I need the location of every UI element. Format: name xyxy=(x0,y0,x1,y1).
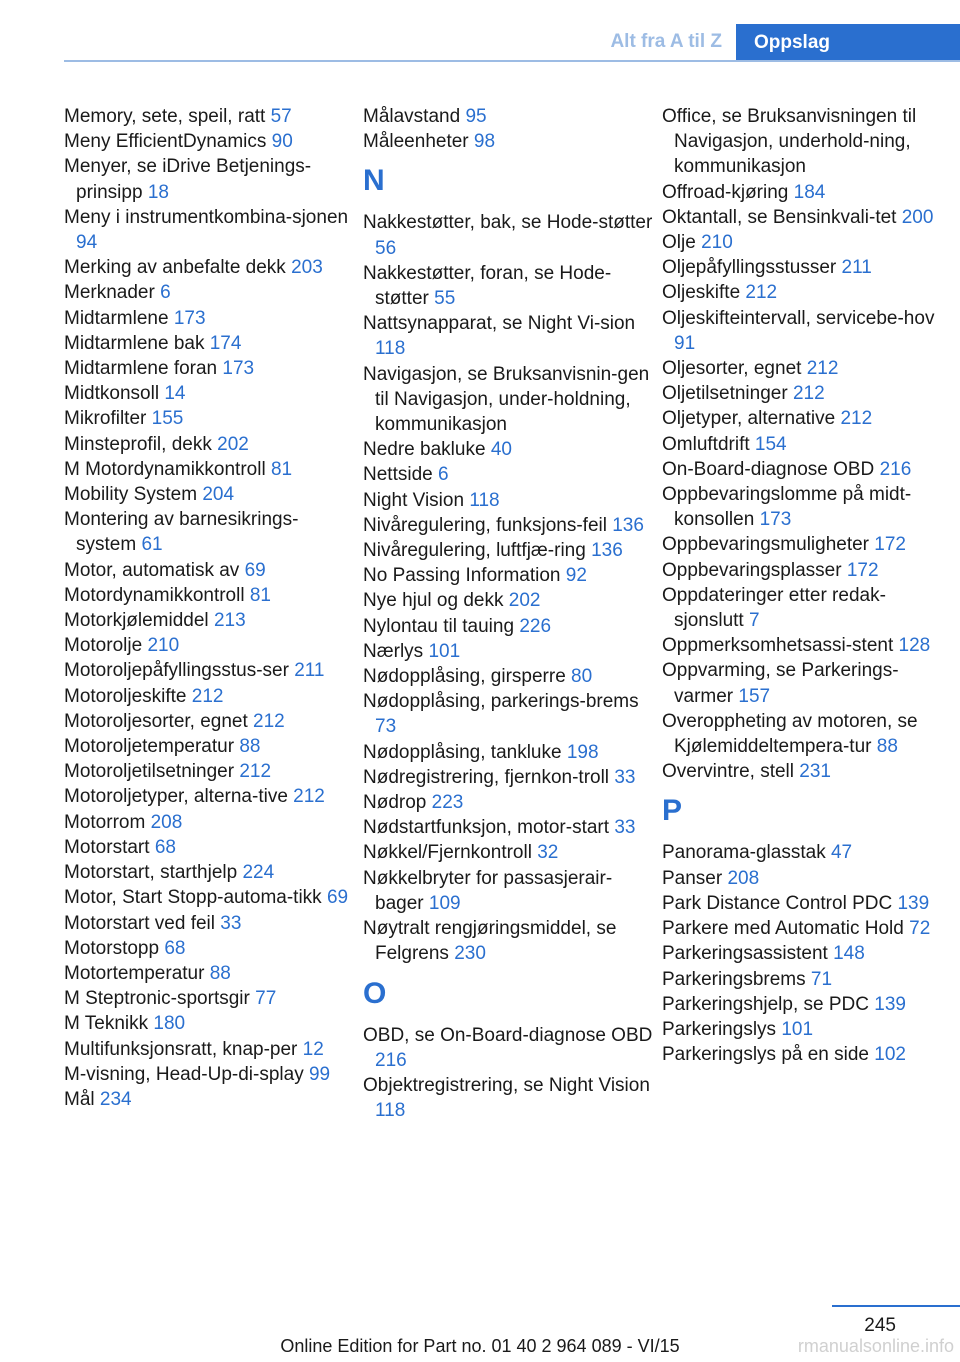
header-tab[interactable]: Oppslag xyxy=(736,24,960,62)
index-entry-text: Oljetyper, alternative xyxy=(662,408,836,430)
index-entry xyxy=(64,406,354,431)
index-entry-text: M Teknikk xyxy=(64,1013,149,1035)
page-reference-link[interactable]: 212 xyxy=(792,383,825,405)
index-entry-text: Oppbevaringsplasser xyxy=(662,559,842,581)
page-reference-link[interactable]: 68 xyxy=(164,937,186,959)
page-reference-link[interactable]: 109 xyxy=(428,892,461,914)
index-entry-text: Montering av barnesikrings-system xyxy=(64,509,299,556)
index-entry xyxy=(64,154,354,204)
index-entry xyxy=(64,457,354,482)
page-reference-link[interactable]: 223 xyxy=(431,792,464,814)
index-entry-text: Motor, automatisk av xyxy=(64,559,240,581)
index-entry-text: Oktantall, se Bensinkvali-tet xyxy=(662,206,897,228)
index-entry-text: Nødopplåsing, parkerings-brems xyxy=(363,691,639,713)
index-entry-text: Motoroljepåfyllingsstus-ser xyxy=(64,660,289,682)
page-reference-link[interactable]: 136 xyxy=(591,540,623,562)
index-entry-text: Parkeringshjelp, se PDC xyxy=(662,993,869,1015)
index-entry-text: M-visning, Head-Up-di-splay xyxy=(64,1063,304,1085)
page-reference-link[interactable]: 81 xyxy=(249,584,271,606)
index-entry xyxy=(64,911,354,936)
index-entry xyxy=(363,538,653,563)
index-entry xyxy=(662,532,952,557)
page-reference-link[interactable]: 180 xyxy=(153,1013,186,1035)
index-entry-text: Midtarmlene xyxy=(64,307,169,329)
page-reference-link[interactable]: 6 xyxy=(160,282,171,304)
page-reference-link[interactable]: 212 xyxy=(239,761,272,783)
page-reference-link[interactable]: 210 xyxy=(147,635,180,657)
index-entry-text: Parkeringslys på en side xyxy=(662,1044,869,1066)
page-reference-link[interactable]: 91 xyxy=(674,332,696,354)
page-reference-link[interactable]: 94 xyxy=(76,232,98,254)
page-number-rule xyxy=(832,1305,960,1307)
page-reference-link[interactable]: 18 xyxy=(147,181,169,203)
index-entry xyxy=(363,513,653,538)
index-entry-text: Motorstart xyxy=(64,836,150,858)
index-entry xyxy=(662,205,952,230)
index-entry-text: Menyer, se iDrive Betjenings-prinsipp xyxy=(64,156,312,203)
index-entry-text: Night Vision xyxy=(363,489,465,511)
index-entry-text: Oppvarming, se Parkerings-varmer xyxy=(662,660,899,707)
index-entry-text: Motorstart, starthjelp xyxy=(64,862,238,884)
index-entry-text: Oppbevaringsmuligheter xyxy=(662,534,870,556)
page-reference-link[interactable]: 212 xyxy=(840,408,873,430)
index-entry-text: Parkeringslys xyxy=(662,1018,777,1040)
page-reference-link[interactable]: 55 xyxy=(434,288,456,310)
page-reference-link[interactable]: 212 xyxy=(293,786,325,808)
page-reference-link[interactable]: 203 xyxy=(291,257,323,279)
index-entry-text: Navigasjon, se Bruksanvisnin-gen til Navigasjon, under-holdning, kommunikasjon xyxy=(363,363,650,436)
page-reference-link[interactable]: 212 xyxy=(253,710,285,732)
header-rule xyxy=(64,60,960,62)
index-entry xyxy=(662,180,952,205)
index-entry xyxy=(363,689,653,739)
index-entry-text: Panser xyxy=(662,867,723,889)
page-reference-link[interactable]: 12 xyxy=(302,1038,324,1060)
page-reference-link[interactable]: 224 xyxy=(242,862,275,884)
index-entry xyxy=(64,356,354,381)
page-reference-link[interactable]: 88 xyxy=(209,962,231,984)
index-entry xyxy=(363,815,653,840)
index-entry xyxy=(662,1017,952,1042)
index-entry xyxy=(662,406,952,431)
index-entry xyxy=(64,255,354,280)
index-entry xyxy=(363,261,653,311)
index-entry xyxy=(662,658,952,708)
index-column-2 xyxy=(363,104,653,1123)
page-reference-link[interactable]: 61 xyxy=(141,534,163,556)
index-entry xyxy=(64,759,354,784)
page-reference-link[interactable]: 173 xyxy=(173,307,206,329)
index-entry xyxy=(64,986,354,1011)
index-entry xyxy=(64,1087,354,1112)
page-reference-link[interactable]: 155 xyxy=(151,408,184,430)
page-reference-link[interactable]: 33 xyxy=(220,912,242,934)
index-entry xyxy=(64,684,354,709)
index-entry-text: Minsteprofil, dekk xyxy=(64,433,212,455)
index-entry-text: Midtkonsoll xyxy=(64,383,160,405)
page-reference-link[interactable]: 69 xyxy=(244,559,266,581)
page-reference-link[interactable]: 101 xyxy=(428,640,461,662)
page-reference-link[interactable]: 230 xyxy=(454,943,486,965)
index-entry xyxy=(64,558,354,583)
index-entry xyxy=(363,1023,653,1073)
index-entry xyxy=(363,916,653,966)
index-entry-text: Motorolje xyxy=(64,635,143,657)
index-entry xyxy=(64,507,354,557)
index-entry xyxy=(662,583,952,633)
index-entry-text: Oppbevaringslomme på midt-konsollen xyxy=(662,484,912,531)
index-entry xyxy=(64,280,354,305)
page-reference-link[interactable]: 47 xyxy=(830,842,853,864)
index-entry-text: Motoroljeskifte xyxy=(64,685,187,707)
page-reference-link[interactable]: 40 xyxy=(490,439,512,461)
index-entry-text: Olje xyxy=(662,232,696,254)
index-entry-text: Motorrom xyxy=(64,811,146,833)
page-reference-link[interactable]: 88 xyxy=(239,736,261,758)
index-entry-text: Nivåregulering, funksjons-feil xyxy=(363,514,607,536)
index-entry xyxy=(64,1062,354,1087)
index-entry-text: Nøkkelbryter for passasjerair-bager xyxy=(363,867,613,914)
page-reference-link[interactable]: 73 xyxy=(375,716,397,738)
index-entry xyxy=(662,432,952,457)
index-entry-text: Parkere med Automatic Hold xyxy=(662,918,904,940)
index-entry xyxy=(662,104,952,180)
section-letter: P xyxy=(662,794,683,828)
index-entry-text: Motorkjølemiddel xyxy=(64,610,209,632)
index-entry-text: Nøkkel/Fjernkontroll xyxy=(363,842,532,864)
index-entry-text: Memory, sete, speil, ratt xyxy=(64,106,266,127)
index-entry-text: Motoroljetemperatur xyxy=(64,736,235,758)
index-entry-text: Motorstart ved feil xyxy=(64,912,215,934)
page-reference-link[interactable]: 211 xyxy=(841,257,872,279)
index-entry xyxy=(662,356,952,381)
page-reference-link[interactable]: 212 xyxy=(745,282,778,304)
index-entry-text: Meny EfficientDynamics xyxy=(64,131,267,153)
index-entry xyxy=(64,936,354,961)
page-reference-link[interactable]: 57 xyxy=(270,106,292,127)
index-entry xyxy=(363,210,653,260)
page-reference-link[interactable]: 216 xyxy=(879,458,912,480)
page-reference-link[interactable]: 98 xyxy=(473,131,496,153)
index-column-3 xyxy=(662,104,952,1067)
index-entry-text: Nakkestøtter, foran, se Hode-støtter xyxy=(363,262,612,310)
page-reference-link[interactable]: 80 xyxy=(571,666,593,688)
index-entry-text: Office, se Bruksanvisningen til Navigasjon, underhold-ning, kommunikasjon xyxy=(662,106,917,178)
index-entry xyxy=(64,381,354,406)
index-entry-text: Målavstand xyxy=(363,106,461,127)
page-reference-link[interactable]: 77 xyxy=(255,988,277,1010)
index-entry-text: Panorama-glasstak xyxy=(662,842,826,864)
index-entry xyxy=(662,840,952,865)
index-column-1 xyxy=(64,104,354,1112)
index-entry xyxy=(64,482,354,507)
page-reference-link[interactable]: 88 xyxy=(876,736,898,758)
index-entry-text: M Steptronic-sportsgir xyxy=(64,988,250,1010)
index-entry xyxy=(363,664,653,689)
index-entry xyxy=(662,306,952,356)
index-entry xyxy=(662,759,952,784)
page-reference-link[interactable]: 92 xyxy=(565,565,587,587)
page-reference-link[interactable]: 6 xyxy=(437,464,449,486)
index-entry-text: Mikrofilter xyxy=(64,408,147,430)
index-entry xyxy=(363,104,653,129)
index-entry-text: Objektregistrering, se Night Vision xyxy=(363,1074,650,1096)
index-entry-text: Oljepåfyllingsstusser xyxy=(662,257,837,279)
index-entry xyxy=(662,482,952,532)
index-entry xyxy=(64,885,354,910)
index-entry xyxy=(363,765,653,790)
page-reference-link[interactable]: 95 xyxy=(465,106,487,127)
index-entry-text: Oljesorter, egnet xyxy=(662,358,802,380)
page-reference-link[interactable]: 148 xyxy=(833,943,865,965)
page-reference-link[interactable]: 118 xyxy=(375,1100,406,1122)
header-section-title: Alt fra A til Z xyxy=(610,31,722,52)
page-reference-link[interactable]: 208 xyxy=(727,867,760,889)
index-entry xyxy=(363,563,653,588)
index-entry-text: Multifunksjonsratt, knap-per xyxy=(64,1038,298,1060)
page-reference-link[interactable]: 211 xyxy=(294,660,325,682)
page-reference-link[interactable]: 154 xyxy=(754,433,787,455)
index-entry-text: Motoroljetyper, alterna-tive xyxy=(64,786,288,808)
index-entry-text: Omluftdrift xyxy=(662,433,750,455)
index-entry-text: Nøytralt rengjøringsmiddel, se Felgrens xyxy=(363,918,617,965)
index-entry xyxy=(662,633,952,658)
page-reference-link[interactable]: 68 xyxy=(154,836,176,858)
index-entry-text: Motoroljesorter, egnet xyxy=(64,710,248,732)
index-entry-text: Overvintre, stell xyxy=(662,761,794,783)
index-entry xyxy=(363,790,653,815)
index-entry xyxy=(64,961,354,986)
index-entry-text: Offroad-kjøring xyxy=(662,181,789,203)
index-entry xyxy=(363,840,653,865)
index-entry xyxy=(64,784,354,809)
index-entry xyxy=(662,280,952,305)
index-entry xyxy=(662,255,952,280)
page-reference-link[interactable]: 212 xyxy=(191,685,224,707)
page-reference-link[interactable]: 213 xyxy=(213,610,246,632)
page-reference-link[interactable]: 69 xyxy=(326,887,349,909)
index-entry-text: Midtarmlene bak xyxy=(64,332,205,354)
page-reference-link[interactable]: 118 xyxy=(469,489,500,511)
index-entry xyxy=(64,860,354,885)
index-entry xyxy=(64,205,354,255)
index-entry-text: Oljetilsetninger xyxy=(662,383,788,405)
index-entry-text: Merknader xyxy=(64,282,155,304)
page-reference-link[interactable]: 56 xyxy=(375,237,397,259)
index-entry-text: Nedre bakluke xyxy=(363,439,486,461)
index-entry xyxy=(662,992,952,1017)
index-entry xyxy=(64,583,354,608)
page-reference-link[interactable]: 136 xyxy=(612,514,644,536)
index-entry xyxy=(363,588,653,613)
index-entry-text: Parkeringsassistent xyxy=(662,943,828,965)
index-entry-text: Oljeskifte xyxy=(662,282,741,304)
index-entry-text: Park Distance Control PDC xyxy=(662,892,893,914)
edition-footer: Online Edition for Part no. 01 40 2 964 089 - VI/15 xyxy=(280,1336,680,1356)
index-entry-text: Mobility System xyxy=(64,484,198,506)
index-entry xyxy=(64,331,354,356)
index-entry xyxy=(363,866,653,916)
page-reference-link[interactable]: 102 xyxy=(874,1044,906,1066)
index-entry xyxy=(64,104,354,129)
index-entry-text: Nakkestøtter, bak, se Hode-støtter xyxy=(363,212,653,234)
index-entry xyxy=(64,306,354,331)
page-reference-link[interactable]: 101 xyxy=(781,1018,814,1040)
page-reference-link[interactable]: 210 xyxy=(701,232,733,254)
index-entry-text: Nettside xyxy=(363,464,433,486)
index-entry-text: Oljeskifteintervall, servicebe-hov xyxy=(662,307,935,329)
index-entry xyxy=(363,740,653,765)
page-reference-link[interactable]: 72 xyxy=(909,918,931,940)
index-entry-text: Motortemperatur xyxy=(64,962,205,984)
index-entry-text: Motorstopp xyxy=(64,937,160,959)
index-entry-text: Midtarmlene foran xyxy=(64,358,218,380)
index-entry-text: Nødstartfunksjon, motor-start xyxy=(363,817,610,839)
index-entry-text: OBD, se On-Board-diagnose OBD xyxy=(363,1024,653,1046)
page-reference-link[interactable]: 198 xyxy=(566,741,599,763)
page-reference-link[interactable]: 231 xyxy=(799,761,831,783)
index-entry xyxy=(662,941,952,966)
section-letter: N xyxy=(363,164,385,198)
page-reference-link[interactable]: 200 xyxy=(901,206,934,228)
page-reference-link[interactable]: 139 xyxy=(874,993,906,1015)
index-entry-text: Meny i instrumentkombina-sjonen xyxy=(64,206,349,228)
index-entry-text: Motor, Start Stopp-automa-tikk xyxy=(64,887,322,909)
page-reference-link[interactable]: 33 xyxy=(614,766,636,788)
index-entry-text: Oppmerksomhetsassi-stent xyxy=(662,635,894,657)
index-entry-text: Nærlys xyxy=(363,640,424,662)
page-reference-link[interactable]: 32 xyxy=(537,842,559,864)
index-entry xyxy=(363,311,653,361)
index-entry xyxy=(363,614,653,639)
page-reference-link[interactable]: 99 xyxy=(308,1063,331,1085)
index-entry xyxy=(662,866,952,891)
index-entry xyxy=(662,558,952,583)
index-entry-text: Merking av anbefalte dekk xyxy=(64,257,286,279)
index-entry xyxy=(64,432,354,457)
index-entry-text: Måleenheter xyxy=(363,131,469,153)
index-entry xyxy=(363,488,653,513)
index-entry-text: Oppdateringer etter redak-sjonslutt xyxy=(662,584,886,632)
index-entry-text: Nye hjul og dekk xyxy=(363,590,504,612)
index-entry-text: Mål xyxy=(64,1088,95,1110)
index-entry-text: Nødrop xyxy=(363,792,427,814)
page-reference-link[interactable]: 33 xyxy=(614,817,636,839)
index-entry xyxy=(363,129,653,154)
page-reference-link[interactable]: 202 xyxy=(217,433,249,455)
index-entry xyxy=(363,362,653,438)
page-reference-link[interactable]: 226 xyxy=(519,615,552,637)
index-entry xyxy=(64,810,354,835)
index-entry xyxy=(64,608,354,633)
page-reference-link[interactable]: 174 xyxy=(209,332,242,354)
index-entry xyxy=(662,967,952,992)
page-reference-link[interactable]: 216 xyxy=(375,1049,407,1071)
index-entry xyxy=(64,658,354,683)
index-entry xyxy=(64,633,354,658)
page-reference-link[interactable]: 7 xyxy=(748,610,760,632)
index-entry xyxy=(64,709,354,734)
index-entry-text: Nivåregulering, luftfjæ-ring xyxy=(363,540,586,562)
watermark: rmanualsonline.info xyxy=(797,1336,954,1356)
index-entry xyxy=(64,734,354,759)
index-entry xyxy=(363,1073,653,1123)
index-entry-text: Parkeringsbrems xyxy=(662,968,806,990)
index-entry xyxy=(662,381,952,406)
index-entry-text: M Motordynamikkontroll xyxy=(64,458,266,480)
page-reference-link[interactable]: 14 xyxy=(164,383,186,405)
page-reference-link[interactable]: 71 xyxy=(810,968,833,990)
index-entry xyxy=(64,129,354,154)
index-entry xyxy=(662,891,952,916)
index-entry xyxy=(662,230,952,255)
index-entry xyxy=(363,437,653,462)
index-entry xyxy=(662,1042,952,1067)
page-reference-link[interactable]: 202 xyxy=(508,590,541,612)
section-letter: O xyxy=(363,976,387,1010)
index-entry-text: No Passing Information xyxy=(363,565,561,587)
index-entry xyxy=(662,457,952,482)
page-reference-link[interactable]: 90 xyxy=(271,131,293,153)
index-entry-text: On-Board-diagnose OBD xyxy=(662,458,875,480)
page-reference-link[interactable]: 208 xyxy=(150,811,183,833)
index-entry-text: Nattsynapparat, se Night Vi-sion xyxy=(363,313,636,335)
index-entry xyxy=(363,639,653,664)
page-reference-link[interactable]: 234 xyxy=(99,1088,132,1110)
index-entry-text: Motoroljetilsetninger xyxy=(64,761,235,783)
page-reference-link[interactable]: 81 xyxy=(270,458,293,480)
index-entry-text: Nylontau til tauing xyxy=(363,615,515,637)
page-reference-link[interactable]: 172 xyxy=(874,534,906,556)
page-reference-link[interactable]: 173 xyxy=(222,358,255,380)
page-number: 245 xyxy=(864,1315,896,1336)
index-entry-text: Nødregistrering, fjernkon-troll xyxy=(363,766,610,788)
index-entry xyxy=(64,1011,354,1036)
index-entry xyxy=(64,1037,354,1062)
index-entry-text: Motordynamikkontroll xyxy=(64,584,245,606)
index-entry-text: Nødopplåsing, girsperre xyxy=(363,666,566,688)
index-entry-text: Overoppheting av motoren, se Kjølemiddeltempera-tur xyxy=(662,710,918,758)
page-reference-link[interactable]: 212 xyxy=(806,358,839,380)
page-reference-link[interactable]: 184 xyxy=(793,181,826,203)
page-reference-link[interactable]: 157 xyxy=(738,685,771,707)
page-reference-link[interactable]: 118 xyxy=(375,338,406,360)
page-reference-link[interactable]: 173 xyxy=(759,509,792,531)
index-entry xyxy=(662,709,952,759)
page-reference-link[interactable]: 128 xyxy=(898,635,931,657)
index-entry xyxy=(662,916,952,941)
page-reference-link[interactable]: 139 xyxy=(897,892,930,914)
page-reference-link[interactable]: 204 xyxy=(202,484,235,506)
index-entry xyxy=(363,462,653,487)
page-reference-link[interactable]: 172 xyxy=(846,559,879,581)
index-entry-text: Nødopplåsing, tankluke xyxy=(363,741,562,763)
index-entry xyxy=(64,835,354,860)
